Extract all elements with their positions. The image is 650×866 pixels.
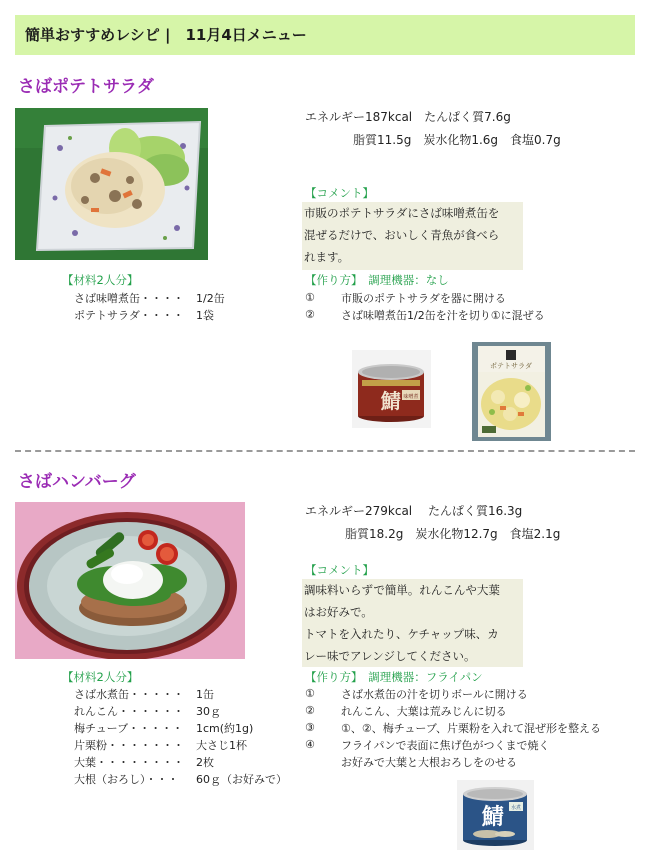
ingredient-amount: 60ｇ（お好みで） (196, 772, 287, 786)
ingredient-name: さば味噌煮缶・・・・ (74, 291, 184, 305)
method-step (305, 719, 601, 736)
ingredient-row (74, 770, 287, 787)
can-sublabel-text: 味噌煮 (403, 394, 419, 400)
step-text: 市販のポテトサラダを器に開ける (341, 291, 506, 305)
ingredient-amount: 大さじ1杯 (196, 738, 247, 752)
step-number: ② (305, 308, 315, 321)
ingredient-amount: 1缶 (196, 687, 214, 701)
step-number: ③ (305, 721, 315, 734)
ingredient-name: さば水煮缶・・・・・ (74, 687, 184, 701)
ingredient-amount: 1/2缶 (196, 291, 225, 305)
step-number: ④ (305, 738, 315, 751)
method-step (305, 702, 601, 719)
comment-label: 【コメント】 (305, 563, 374, 577)
comment-line: れます。 (304, 250, 350, 264)
ingredient-name: 大根（おろし）・・・ (74, 772, 179, 786)
ingredient-amount: 30ｇ (196, 704, 221, 718)
comment-line: 市販のポテトサラダにさば味噌煮缶を (304, 206, 500, 220)
method-step (305, 736, 601, 753)
step-number: ② (305, 704, 315, 717)
comment-box (302, 579, 523, 667)
method-label: 【作り方】 調理機器：フライパン (305, 670, 483, 684)
step-text: れんこん、大葉は荒みじんに切る (341, 704, 507, 718)
step-text: ①、②、梅チューブ、片栗粉を入れて混ぜ形を整える (341, 721, 601, 735)
ingredient-name: ポテトサラダ・・・・ (74, 308, 184, 322)
ingredient-row (74, 289, 225, 306)
step-text: さば味噌煮缶1/2缶を汁を切り①に混ぜる (341, 308, 545, 322)
can2-sublabel-text: 水煮 (510, 805, 522, 811)
ingredient-row (74, 685, 287, 702)
method-label: 【作り方】 調理機器：なし (305, 273, 449, 287)
saba-mizuni-can-image (457, 780, 534, 850)
ingredient-name: 片栗粉・・・・・・・ (74, 738, 184, 752)
method-step (305, 306, 545, 323)
ingredient-row (74, 753, 287, 770)
ingredient-amount: 2枚 (196, 755, 214, 769)
potato-salad-photo (15, 108, 208, 260)
method-steps (305, 289, 545, 323)
comment-label: 【コメント】 (305, 186, 374, 200)
comment-line: 混ぜるだけで、おいしく青魚が食べら (304, 228, 500, 242)
ingredient-row (74, 719, 287, 736)
comment-box (302, 202, 523, 270)
recipe-title-saba-hamburg: さばハンバーグ (18, 472, 136, 492)
ingredient-row (74, 306, 225, 323)
comment-line: レー味でアレンジしてください。 (304, 649, 476, 663)
can-label-text: 鯖 (381, 389, 401, 413)
ingredient-amount: 1袋 (196, 308, 214, 322)
method-step (305, 289, 545, 306)
section-divider (15, 450, 635, 452)
ingredients-label: 【材料2人分】 (62, 273, 139, 287)
step-text: お好みで大葉と大根おろしをのせる (341, 755, 517, 769)
hamburg-photo (15, 502, 245, 659)
page-header (15, 15, 635, 55)
can2-label-text: 鯖 (481, 804, 505, 830)
ingredient-row (74, 702, 287, 719)
method-step (305, 685, 601, 702)
step-number: ① (305, 291, 315, 304)
nutrition-line-1: エネルギー187kcal たんぱく質7.6g (305, 110, 511, 124)
ingredient-name: 梅チューブ・・・・・ (74, 721, 184, 735)
ingredient-row (74, 736, 287, 753)
ingredients-table (74, 289, 225, 323)
comment-line: はお好みで。 (304, 605, 373, 619)
nutrition-line-2: 脂質11.5g 炭水化物1.6g 食塩0.7g (353, 133, 561, 147)
nutrition-line-1: エネルギー279kcal たんぱく質16.3g (305, 504, 523, 518)
saba-miso-can-image (352, 350, 431, 428)
pouch-label-text: ポテトサラダ (490, 362, 532, 370)
page-title: 簡単おすすめレシピ | 11月4日メニュー (25, 26, 307, 44)
ingredients-label: 【材料2人分】 (62, 670, 139, 684)
potato-salad-pouch-image (472, 342, 551, 441)
step-text: さば水煮缶の汁を切りボールに開ける (341, 687, 528, 701)
ingredients-table (74, 685, 287, 787)
comment-line: トマトを入れたり、ケチャップ味、カ (304, 627, 499, 641)
recipe-title-saba-potato-salad: さばポテトサラダ (18, 77, 154, 97)
nutrition-line-2: 脂質18.2g 炭水化物12.7g 食塩2.1g (345, 527, 561, 541)
method-steps (305, 685, 601, 770)
step-text: フライパンで表面に焦げ色がつくまで焼く (341, 738, 550, 752)
step-number: ① (305, 687, 315, 700)
ingredient-amount: 1cm(約1g) (196, 721, 254, 735)
comment-line: 調味料いらずで簡単。れんこんや大葉 (304, 583, 500, 597)
ingredient-name: 大葉・・・・・・・・ (74, 755, 184, 769)
ingredient-name: れんこん・・・・・・ (74, 704, 184, 718)
method-step (305, 753, 601, 770)
